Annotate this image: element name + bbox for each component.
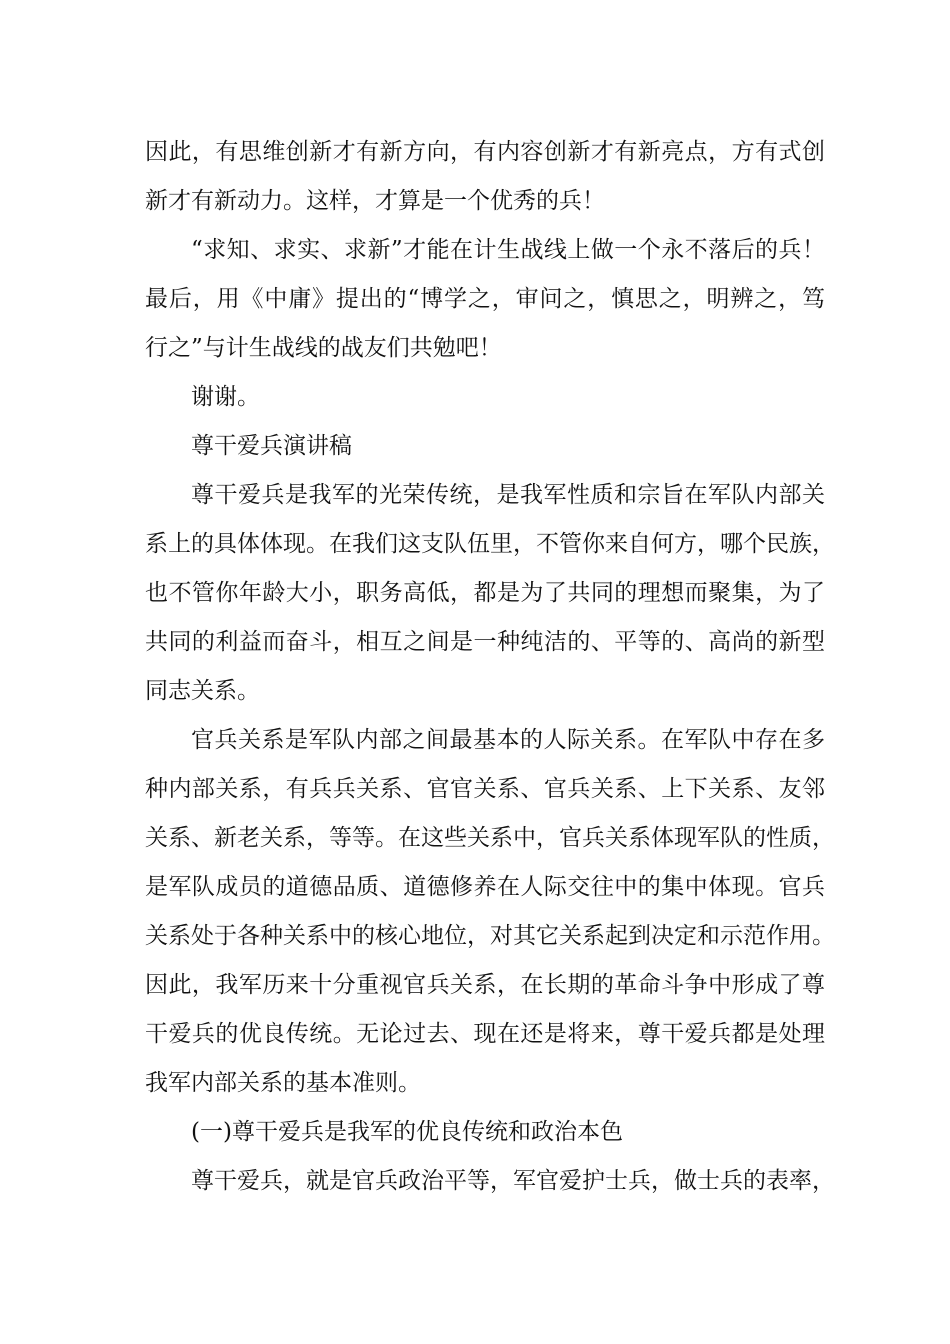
text-line: 关系处于各种关系中的核心地位，对其它关系起到决定和示范作用。 (145, 923, 835, 949)
text-line: 系上的具体体现。在我们这支队伍里，不管你来自何方，哪个民族， (145, 531, 835, 557)
text-line: 因此，有思维创新才有新方向，有内容创新才有新亮点，方有式创 (145, 139, 825, 165)
text-line: 行之”与计生战线的战友们共勉吧！ (145, 335, 502, 361)
text-line: 关系、新老关系，等等。在这些关系中，官兵关系体现军队的性质， (145, 825, 835, 851)
text-line: 干爱兵的优良传统。无论过去、现在还是将来，尊干爱兵都是处理 (145, 1021, 825, 1047)
text-line: 是军队成员的道德品质、道德修养在人际交往中的集中体现。官兵 (145, 874, 825, 900)
paragraph-first-line: 尊干爱兵是我军的光荣传统，是我军性质和宗旨在军队内部关 (191, 482, 825, 508)
text-line: 我军内部关系的基本准则。 (145, 1070, 421, 1096)
paragraph-first-line: “求知、求实、求新”才能在计生战线上做一个永不落后的兵！ (191, 237, 825, 263)
text-line: 同志关系。 (145, 678, 260, 704)
text-line: 最后，用《中庸》提出的“博学之，审问之，慎思之，明辨之，笃 (145, 286, 825, 312)
closing-thanks: 谢谢。 (191, 384, 260, 410)
text-line: 因此，我军历来十分重视官兵关系，在长期的革命斗争中形成了尊 (145, 972, 825, 998)
text-line: 也不管你年龄大小，职务高低，都是为了共同的理想而聚集，为了 (145, 580, 825, 606)
text-line: 共同的利益而奋斗，相互之间是一种纯洁的、平等的、高尚的新型 (145, 629, 825, 655)
paragraph-first-line: 尊干爱兵，就是官兵政治平等，军官爱护士兵，做士兵的表率， (191, 1168, 835, 1194)
text-line: 新才有新动力。这样，才算是一个优秀的兵！ (145, 188, 605, 214)
document-body (145, 128, 835, 1206)
section-title: 尊干爱兵演讲稿 (191, 433, 352, 459)
paragraph-first-line: 官兵关系是军队内部之间最基本的人际关系。在军队中存在多 (191, 727, 825, 753)
subsection-heading: (一)尊干爱兵是我军的优良传统和政治本色 (191, 1119, 623, 1145)
text-line: 种内部关系，有兵兵关系、官官关系、官兵关系、上下关系、友邻 (145, 776, 825, 802)
